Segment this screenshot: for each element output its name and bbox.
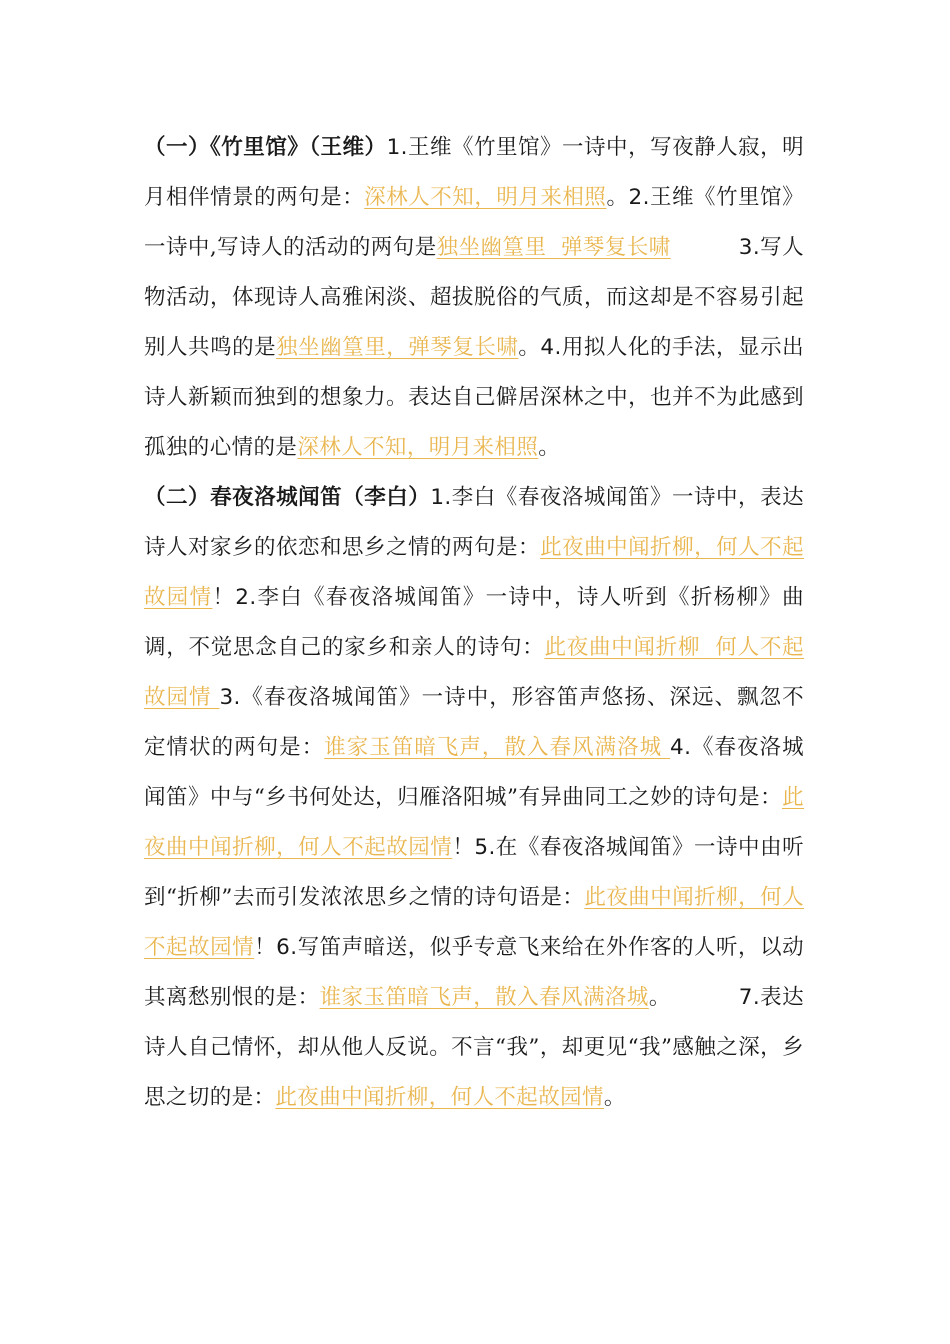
punctuation: 。 <box>518 335 541 360</box>
answer-text: 此夜曲中闻折柳，何人不起故园情 <box>144 885 804 960</box>
answer-text: 深林人不知，明月来相照 <box>297 435 539 460</box>
question-number: 5. <box>474 835 496 860</box>
punctuation: 。 <box>603 1085 626 1110</box>
answer-text: 深林人不知，明月来相照 <box>364 185 607 210</box>
question-number: 1. <box>386 135 408 160</box>
punctuation: ！ <box>452 835 475 860</box>
answer-text: 此夜曲中闻折柳，何人不起故园情 <box>144 785 804 860</box>
section-chun-ye-luo-cheng-wen-di <box>144 473 804 1123</box>
answer-text: 独坐幽篁里 弹琴复长啸 <box>436 235 671 260</box>
question-text: 写人物活动，体现诗人高雅闲淡、超拔脱俗的气质，而这却是不容易引起别人共鸣的是 <box>144 235 804 360</box>
answer-text: 独坐幽篁里，弹琴复长啸 <box>276 335 519 360</box>
punctuation: 。 <box>538 435 561 460</box>
question-text: 王维《竹里馆》一诗中,写诗人的活动的两句是 <box>144 185 804 260</box>
question-number: 3. <box>219 685 241 710</box>
section-heading: （二）春夜洛城闻笛（李白） <box>144 485 431 510</box>
section-zhu-li-guan <box>144 123 804 473</box>
question-number: 7. <box>738 985 761 1010</box>
question-number: 1. <box>430 485 452 510</box>
question-number: 6. <box>276 935 298 960</box>
punctuation: ！ <box>212 585 236 610</box>
question-number: 3. <box>738 235 761 260</box>
punctuation: ！ <box>254 935 277 960</box>
question-text: 李白《春夜洛城闻笛》一诗中，诗人听到《折杨柳》曲调，不觉思念自己的家乡和亲人的诗句： <box>144 585 804 660</box>
question-text: 王维《竹里馆》一诗中，写夜静人寂，明月相伴情景的两句是： <box>144 135 805 210</box>
question-text: 表达诗人自己情怀，却从他人反说。不言“我”，却更见“我”感触之深，乡思之切的是： <box>144 985 804 1110</box>
document-body <box>144 123 804 1123</box>
punctuation: 。 <box>648 985 671 1010</box>
question-text: 写笛声暗送，似乎专意飞来给在外作客的人听，以动其离愁别恨的是： <box>144 935 804 1010</box>
answer-text: 此夜曲中闻折柳，何人不起故园情 <box>144 535 804 610</box>
answer-text: 此夜曲中闻折柳 何人不起故园情 <box>144 635 805 710</box>
punctuation: 。 <box>606 185 629 210</box>
question-text: 《春夜洛城闻笛》中与“乡书何处达，归雁洛阳城”有异曲同工之妙的诗句是： <box>144 735 804 810</box>
question-text: 李白《春夜洛城闻笛》一诗中，表达诗人对家乡的依恋和思乡之情的两句是： <box>144 485 805 560</box>
question-number: 2. <box>628 185 650 210</box>
question-number: 4. <box>540 335 562 360</box>
answer-text: 谁家玉笛暗飞声，散入春风满洛城 <box>319 985 649 1010</box>
question-text: 用拟人化的手法，显示出诗人新颖而独到的想象力。表达自己僻居深林之中，也并不为此感到孤独的心情的是 <box>144 335 804 460</box>
question-number: 4. <box>670 735 692 760</box>
question-text: 在《春夜洛城闻笛》一诗中由听到“折柳”去而引发浓浓思乡之情的诗句语是： <box>144 835 805 910</box>
question-text: 《春夜洛城闻笛》一诗中，形容笛声悠扬、深远、飘忽不定情状的两句是： <box>144 685 804 760</box>
question-number: 2. <box>235 585 257 610</box>
answer-text: 此夜曲中闻折柳，何人不起故园情 <box>275 1085 604 1110</box>
section-heading: （一）《竹里馆》（王维） <box>144 135 387 160</box>
answer-text: 谁家玉笛暗飞声，散入春风满洛城 <box>324 735 671 760</box>
